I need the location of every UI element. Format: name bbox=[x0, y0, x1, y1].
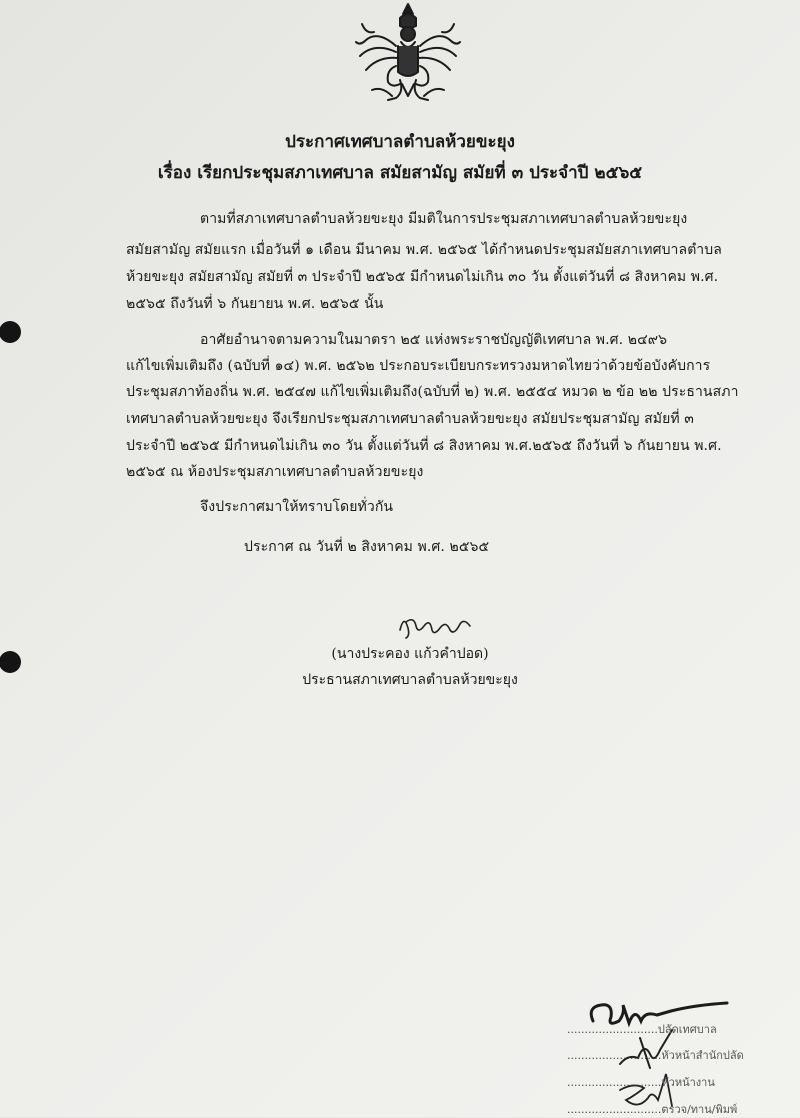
document-title: ประกาศเทศบาลตำบลห้วยขะยุง bbox=[285, 132, 515, 152]
document-subject: เรื่อง เรียกประชุมสภาเทศบาล สมัยสามัญ สมัยที่ ๓ ประจำปี ๒๕๖๕ bbox=[157, 163, 643, 183]
garuda-emblem-icon bbox=[352, 0, 464, 106]
body-line: เทศบาลตำบลห้วยขะยุง จึงเรียกประชุมสภาเทศบาลตำบลห้วยขะยุง สมัยประชุมสามัญ สมัยที่ ๓ bbox=[126, 411, 694, 427]
body-line: ห้วยขะยุง สมัยสามัญ สมัยที่ ๓ ประจำปี ๒๕๖๕ มีกำหนดไม่เกิน ๓๐ วัน ตั้งแต่วันที่ ๘ สิงหาคม พ.ศ. bbox=[126, 269, 719, 285]
body-line: ประชุมสภาท้องถิ่น พ.ศ. ๒๕๔๗ แก้ไขเพิ่มเติมถึง(ฉบับที่ ๒) พ.ศ. ๒๕๕๔ หมวด ๒ ข้อ ๒๒ ประธานสภา bbox=[126, 384, 739, 400]
initial-line-4: ...........................ตรวจ/ทาน/พิมพ์ bbox=[567, 1103, 738, 1116]
announce-date: ประกาศ ณ วันที่ ๒ สิงหาคม พ.ศ. ๒๕๖๕ bbox=[244, 539, 490, 555]
initial-line-3: ...........................หัวหน้างาน bbox=[567, 1076, 715, 1089]
signer-name: (นางประคอง แก้วคำปอด) bbox=[331, 646, 489, 662]
initial-line-1: ..........................ปลัดเทศบาล bbox=[567, 1023, 717, 1036]
body-line: แก้ไขเพิ่มเติมถึง (ฉบับที่ ๑๔) พ.ศ. ๒๕๖๒ ประกอบระเบียบกระทรวงมหาดไทยว่าด้วยข้อบังคับการ bbox=[126, 358, 711, 374]
initial-line-2: ...........................หัวหน้าสำนักปลัด bbox=[567, 1049, 744, 1062]
body-line: ตามที่สภาเทศบาลตำบลห้วยขะยุง มีมติในการประชุมสภาเทศบาลตำบลห้วยขะยุง bbox=[200, 211, 688, 227]
body-line: ประจำปี ๒๕๖๕ มีกำหนดไม่เกิน ๓๐ วัน ตั้งแต่วันที่ ๘ สิงหาคม พ.ศ.๒๕๖๕ ถึงวันที่ ๖ กันยายน พ.ศ. bbox=[126, 438, 722, 454]
chairperson-signature bbox=[396, 608, 474, 642]
signer-position: ประธานสภาเทศบาลตำบลห้วยขะยุง bbox=[302, 672, 518, 688]
punch-hole bbox=[0, 321, 21, 343]
body-line: สมัยสามัญ สมัยแรก เมื่อวันที่ ๑ เดือน มีนาคม พ.ศ. ๒๕๖๕ ได้กำหนดประชุมสมัยสภาเทศบาลตำบล bbox=[126, 242, 722, 258]
body-line: ๒๕๖๕ ถึงวันที่ ๖ กันยายน พ.ศ. ๒๕๖๕ นั้น bbox=[126, 296, 384, 312]
announce-line: จึงประกาศมาให้ทราบโดยทั่วกัน bbox=[200, 499, 394, 515]
body-line: อาศัยอำนาจตามความในมาตรา ๒๕ แห่งพระราชบัญญัติเทศบาล พ.ศ. ๒๔๙๖ bbox=[200, 332, 668, 348]
body-line: ๒๕๖๕ ณ ห้องประชุมสภาเทศบาลตำบลห้วยขะยุง bbox=[126, 464, 424, 480]
